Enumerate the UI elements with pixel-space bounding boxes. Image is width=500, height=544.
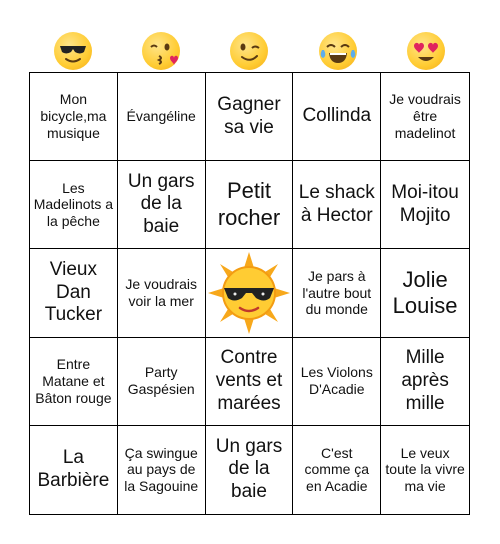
sunglasses-face-icon (29, 30, 117, 72)
bingo-cell[interactable]: Collinda (293, 73, 381, 161)
bingo-cell[interactable]: Le veux toute la vivre ma vie (385, 444, 465, 495)
bingo-cell[interactable]: Les Violons D'Acadie (293, 338, 381, 426)
bingo-cell[interactable]: Party Gaspésien (118, 338, 206, 426)
bingo-cell[interactable]: C'est comme ça en Acadie (293, 426, 381, 514)
wink-face-icon (205, 30, 293, 72)
bingo-cell[interactable]: Je voudrais être madelinot (381, 73, 469, 161)
kiss-face-icon (117, 30, 205, 72)
bingo-cell[interactable]: Un gars de la baie (118, 161, 206, 249)
bingo-cell[interactable]: Mille après mille (381, 338, 469, 426)
bingo-cell[interactable]: Je voudrais voir la mer (118, 249, 206, 337)
heart-eyes-face-icon (382, 30, 470, 72)
bingo-cell[interactable]: Gagner sa vie (206, 73, 294, 161)
bingo-cell[interactable]: Un gars de la baie (206, 426, 294, 514)
bingo-cell[interactable]: Contre vents et marées (206, 338, 294, 426)
bingo-cell[interactable]: Moi-itou Mojito (381, 161, 469, 249)
bingo-cell[interactable]: Entre Matane et Bâton rouge (30, 338, 118, 426)
bingo-cell[interactable]: Jolie Louise (381, 249, 469, 337)
emoji-header-row (29, 30, 470, 72)
bingo-cell[interactable]: Évangéline (118, 73, 206, 161)
tears-of-joy-face-icon (294, 30, 382, 72)
bingo-cell[interactable]: Le shack à Hector (293, 161, 381, 249)
bingo-cell[interactable]: La Barbière (30, 426, 118, 514)
bingo-cell[interactable]: Petit rocher (206, 161, 294, 249)
bingo-cell[interactable]: Ça swingue au pays de la Sagouine (118, 426, 206, 514)
bingo-cell[interactable]: Les Madelinots a la pêche (30, 161, 118, 249)
bingo-board (29, 72, 470, 515)
bingo-cell[interactable]: Je pars à l'autre bout du monde (293, 249, 381, 337)
bingo-cell[interactable]: Mon bicycle,ma musique (30, 73, 118, 161)
sun-with-sunglasses-icon (206, 250, 292, 336)
bingo-cell[interactable]: Vieux Dan Tucker (30, 249, 118, 337)
free-space-sun-icon[interactable] (206, 249, 294, 337)
